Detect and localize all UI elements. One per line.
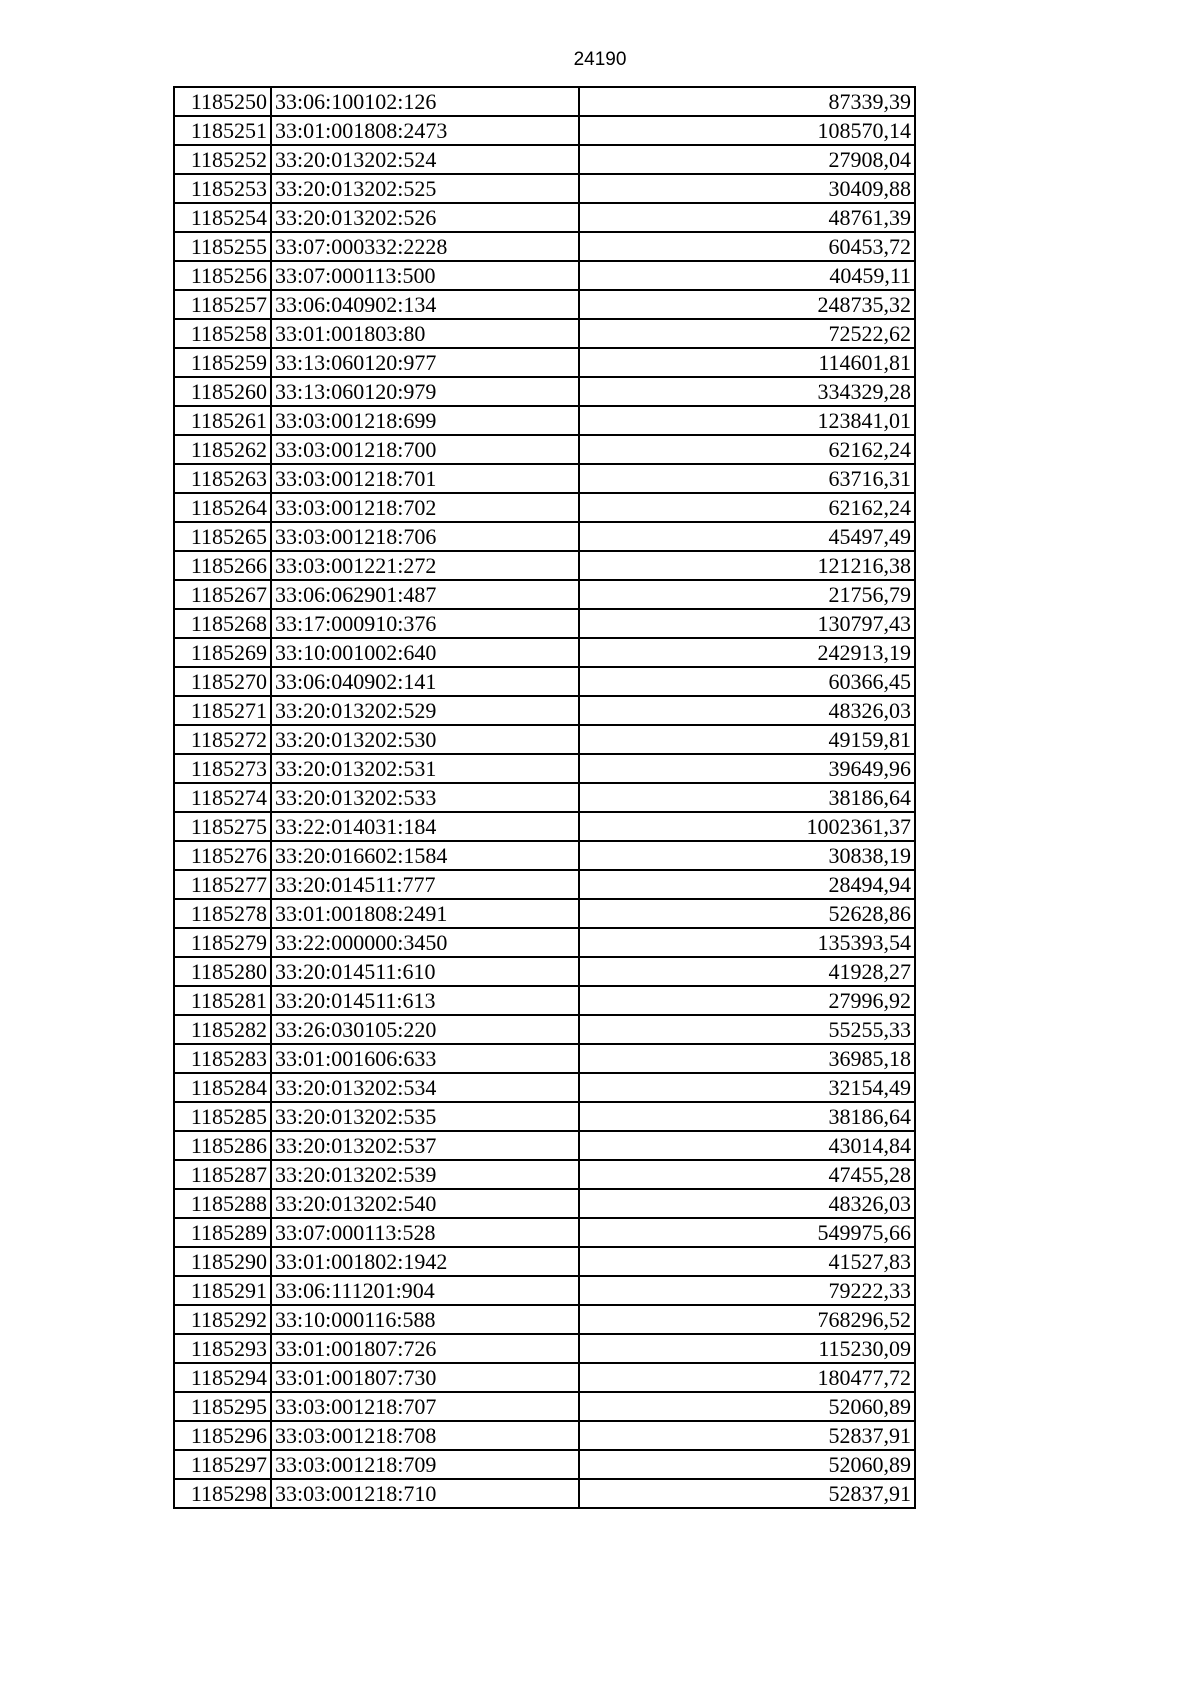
cadastral-number-cell: 33:03:001218:699 (271, 406, 579, 435)
cadastral-number-cell: 33:20:013202:535 (271, 1102, 579, 1131)
row-id-cell: 1185275 (174, 812, 271, 841)
table-row (174, 986, 915, 1015)
value-cell: 135393,54 (579, 928, 915, 957)
table-row (174, 928, 915, 957)
cadastral-number-cell: 33:07:000113:500 (271, 261, 579, 290)
value-cell: 108570,14 (579, 116, 915, 145)
table-row (174, 203, 915, 232)
value-cell: 62162,24 (579, 493, 915, 522)
cadastral-number-cell: 33:06:100102:126 (271, 87, 579, 116)
row-id-cell: 1185254 (174, 203, 271, 232)
value-cell: 79222,33 (579, 1276, 915, 1305)
value-cell: 39649,96 (579, 754, 915, 783)
cadastral-number-cell: 33:20:013202:530 (271, 725, 579, 754)
value-cell: 115230,09 (579, 1334, 915, 1363)
row-id-cell: 1185273 (174, 754, 271, 783)
table-row (174, 377, 915, 406)
value-cell: 52837,91 (579, 1421, 915, 1450)
cadastral-number-cell: 33:03:001218:709 (271, 1450, 579, 1479)
cadastral-number-cell: 33:03:001218:701 (271, 464, 579, 493)
table-row (174, 609, 915, 638)
table-row (174, 1073, 915, 1102)
cadastral-number-cell: 33:20:013202:531 (271, 754, 579, 783)
cadastral-number-cell: 33:20:013202:526 (271, 203, 579, 232)
value-cell: 52628,86 (579, 899, 915, 928)
cadastral-number-cell: 33:01:001606:633 (271, 1044, 579, 1073)
value-cell: 55255,33 (579, 1015, 915, 1044)
row-id-cell: 1185250 (174, 87, 271, 116)
table-row (174, 1044, 915, 1073)
cadastral-number-cell: 33:20:014511:610 (271, 957, 579, 986)
value-cell: 45497,49 (579, 522, 915, 551)
data-table (173, 86, 916, 1509)
table-row (174, 754, 915, 783)
cadastral-number-cell: 33:20:016602:1584 (271, 841, 579, 870)
cadastral-number-cell: 33:01:001807:730 (271, 1363, 579, 1392)
value-cell: 48326,03 (579, 1189, 915, 1218)
row-id-cell: 1185251 (174, 116, 271, 145)
table-row (174, 406, 915, 435)
row-id-cell: 1185295 (174, 1392, 271, 1421)
table-row (174, 464, 915, 493)
row-id-cell: 1185290 (174, 1247, 271, 1276)
table-row (174, 1218, 915, 1247)
row-id-cell: 1185280 (174, 957, 271, 986)
cadastral-number-cell: 33:20:013202:539 (271, 1160, 579, 1189)
value-cell: 40459,11 (579, 261, 915, 290)
cadastral-number-cell: 33:03:001221:272 (271, 551, 579, 580)
cadastral-number-cell: 33:20:013202:537 (271, 1131, 579, 1160)
value-cell: 114601,81 (579, 348, 915, 377)
row-id-cell: 1185271 (174, 696, 271, 725)
cadastral-number-cell: 33:10:000116:588 (271, 1305, 579, 1334)
row-id-cell: 1185285 (174, 1102, 271, 1131)
cadastral-number-cell: 33:20:013202:529 (271, 696, 579, 725)
value-cell: 41527,83 (579, 1247, 915, 1276)
table-row (174, 899, 915, 928)
cadastral-number-cell: 33:13:060120:979 (271, 377, 579, 406)
cadastral-number-cell: 33:06:062901:487 (271, 580, 579, 609)
cadastral-number-cell: 33:20:014511:613 (271, 986, 579, 1015)
row-id-cell: 1185269 (174, 638, 271, 667)
row-id-cell: 1185277 (174, 870, 271, 899)
row-id-cell: 1185278 (174, 899, 271, 928)
value-cell: 768296,52 (579, 1305, 915, 1334)
cadastral-number-cell: 33:06:040902:134 (271, 290, 579, 319)
value-cell: 28494,94 (579, 870, 915, 899)
row-id-cell: 1185289 (174, 1218, 271, 1247)
row-id-cell: 1185292 (174, 1305, 271, 1334)
row-id-cell: 1185256 (174, 261, 271, 290)
cadastral-number-cell: 33:13:060120:977 (271, 348, 579, 377)
cadastral-number-cell: 33:20:013202:533 (271, 783, 579, 812)
cadastral-number-cell: 33:06:040902:141 (271, 667, 579, 696)
row-id-cell: 1185276 (174, 841, 271, 870)
table-row (174, 522, 915, 551)
table-row (174, 870, 915, 899)
cadastral-number-cell: 33:20:013202:540 (271, 1189, 579, 1218)
table-row (174, 1363, 915, 1392)
value-cell: 38186,64 (579, 1102, 915, 1131)
value-cell: 47455,28 (579, 1160, 915, 1189)
table-row (174, 1102, 915, 1131)
table-row (174, 841, 915, 870)
table-row (174, 1015, 915, 1044)
row-id-cell: 1185267 (174, 580, 271, 609)
row-id-cell: 1185288 (174, 1189, 271, 1218)
value-cell: 38186,64 (579, 783, 915, 812)
value-cell: 1002361,37 (579, 812, 915, 841)
row-id-cell: 1185266 (174, 551, 271, 580)
value-cell: 242913,19 (579, 638, 915, 667)
row-id-cell: 1185260 (174, 377, 271, 406)
value-cell: 123841,01 (579, 406, 915, 435)
value-cell: 52060,89 (579, 1392, 915, 1421)
cadastral-number-cell: 33:03:001218:706 (271, 522, 579, 551)
value-cell: 27996,92 (579, 986, 915, 1015)
row-id-cell: 1185259 (174, 348, 271, 377)
value-cell: 248735,32 (579, 290, 915, 319)
value-cell: 52837,91 (579, 1479, 915, 1508)
cadastral-number-cell: 33:03:001218:710 (271, 1479, 579, 1508)
value-cell: 549975,66 (579, 1218, 915, 1247)
table-row (174, 1421, 915, 1450)
cadastral-number-cell: 33:01:001808:2473 (271, 116, 579, 145)
row-id-cell: 1185262 (174, 435, 271, 464)
cadastral-number-cell: 33:01:001802:1942 (271, 1247, 579, 1276)
row-id-cell: 1185282 (174, 1015, 271, 1044)
table-row (174, 87, 915, 116)
table-row (174, 725, 915, 754)
cadastral-number-cell: 33:01:001808:2491 (271, 899, 579, 928)
table-row (174, 696, 915, 725)
table-row (174, 1305, 915, 1334)
table-row (174, 1189, 915, 1218)
row-id-cell: 1185252 (174, 145, 271, 174)
table-row (174, 551, 915, 580)
value-cell: 52060,89 (579, 1450, 915, 1479)
row-id-cell: 1185265 (174, 522, 271, 551)
cadastral-number-cell: 33:17:000910:376 (271, 609, 579, 638)
value-cell: 27908,04 (579, 145, 915, 174)
table-row (174, 1160, 915, 1189)
value-cell: 334329,28 (579, 377, 915, 406)
table-row (174, 957, 915, 986)
row-id-cell: 1185281 (174, 986, 271, 1015)
value-cell: 41928,27 (579, 957, 915, 986)
cadastral-number-cell: 33:10:001002:640 (271, 638, 579, 667)
value-cell: 72522,62 (579, 319, 915, 348)
table-row (174, 493, 915, 522)
cadastral-number-cell: 33:07:000113:528 (271, 1218, 579, 1247)
table-row (174, 1479, 915, 1508)
table-row (174, 638, 915, 667)
cadastral-number-cell: 33:22:014031:184 (271, 812, 579, 841)
row-id-cell: 1185257 (174, 290, 271, 319)
value-cell: 49159,81 (579, 725, 915, 754)
row-id-cell: 1185293 (174, 1334, 271, 1363)
table-row (174, 783, 915, 812)
table-row (174, 1392, 915, 1421)
row-id-cell: 1185255 (174, 232, 271, 261)
cadastral-number-cell: 33:20:013202:524 (271, 145, 579, 174)
value-cell: 43014,84 (579, 1131, 915, 1160)
row-id-cell: 1185286 (174, 1131, 271, 1160)
table-row (174, 290, 915, 319)
cadastral-number-cell: 33:03:001218:700 (271, 435, 579, 464)
table-row (174, 1276, 915, 1305)
table-row (174, 580, 915, 609)
value-cell: 48326,03 (579, 696, 915, 725)
row-id-cell: 1185263 (174, 464, 271, 493)
row-id-cell: 1185258 (174, 319, 271, 348)
row-id-cell: 1185264 (174, 493, 271, 522)
table-body (174, 87, 915, 1508)
cadastral-number-cell: 33:03:001218:708 (271, 1421, 579, 1450)
cadastral-number-cell: 33:20:013202:534 (271, 1073, 579, 1102)
table-row (174, 1334, 915, 1363)
row-id-cell: 1185253 (174, 174, 271, 203)
row-id-cell: 1185297 (174, 1450, 271, 1479)
value-cell: 48761,39 (579, 203, 915, 232)
row-id-cell: 1185270 (174, 667, 271, 696)
value-cell: 60366,45 (579, 667, 915, 696)
row-id-cell: 1185268 (174, 609, 271, 638)
row-id-cell: 1185294 (174, 1363, 271, 1392)
row-id-cell: 1185298 (174, 1479, 271, 1508)
value-cell: 121216,38 (579, 551, 915, 580)
table-row (174, 319, 915, 348)
cadastral-number-cell: 33:26:030105:220 (271, 1015, 579, 1044)
value-cell: 60453,72 (579, 232, 915, 261)
cadastral-number-cell: 33:03:001218:707 (271, 1392, 579, 1421)
cadastral-number-cell: 33:03:001218:702 (271, 493, 579, 522)
table-row (174, 348, 915, 377)
cadastral-number-cell: 33:06:111201:904 (271, 1276, 579, 1305)
table-row (174, 1131, 915, 1160)
row-id-cell: 1185261 (174, 406, 271, 435)
row-id-cell: 1185272 (174, 725, 271, 754)
table-row (174, 1450, 915, 1479)
table-row (174, 1247, 915, 1276)
table-row (174, 261, 915, 290)
value-cell: 36985,18 (579, 1044, 915, 1073)
table-row (174, 667, 915, 696)
table-row (174, 435, 915, 464)
cadastral-number-cell: 33:20:013202:525 (271, 174, 579, 203)
row-id-cell: 1185296 (174, 1421, 271, 1450)
cadastral-number-cell: 33:20:014511:777 (271, 870, 579, 899)
value-cell: 62162,24 (579, 435, 915, 464)
value-cell: 130797,43 (579, 609, 915, 638)
value-cell: 180477,72 (579, 1363, 915, 1392)
cadastral-number-cell: 33:07:000332:2228 (271, 232, 579, 261)
value-cell: 63716,31 (579, 464, 915, 493)
value-cell: 87339,39 (579, 87, 915, 116)
value-cell: 30838,19 (579, 841, 915, 870)
page-number: 24190 (573, 49, 627, 70)
value-cell: 30409,88 (579, 174, 915, 203)
cadastral-number-cell: 33:22:000000:3450 (271, 928, 579, 957)
row-id-cell: 1185283 (174, 1044, 271, 1073)
table-row (174, 232, 915, 261)
value-cell: 21756,79 (579, 580, 915, 609)
value-cell: 32154,49 (579, 1073, 915, 1102)
row-id-cell: 1185279 (174, 928, 271, 957)
row-id-cell: 1185274 (174, 783, 271, 812)
row-id-cell: 1185284 (174, 1073, 271, 1102)
row-id-cell: 1185291 (174, 1276, 271, 1305)
cadastral-number-cell: 33:01:001807:726 (271, 1334, 579, 1363)
row-id-cell: 1185287 (174, 1160, 271, 1189)
table-row (174, 174, 915, 203)
cadastral-number-cell: 33:01:001803:80 (271, 319, 579, 348)
table-row (174, 116, 915, 145)
table-row (174, 812, 915, 841)
table-row (174, 145, 915, 174)
